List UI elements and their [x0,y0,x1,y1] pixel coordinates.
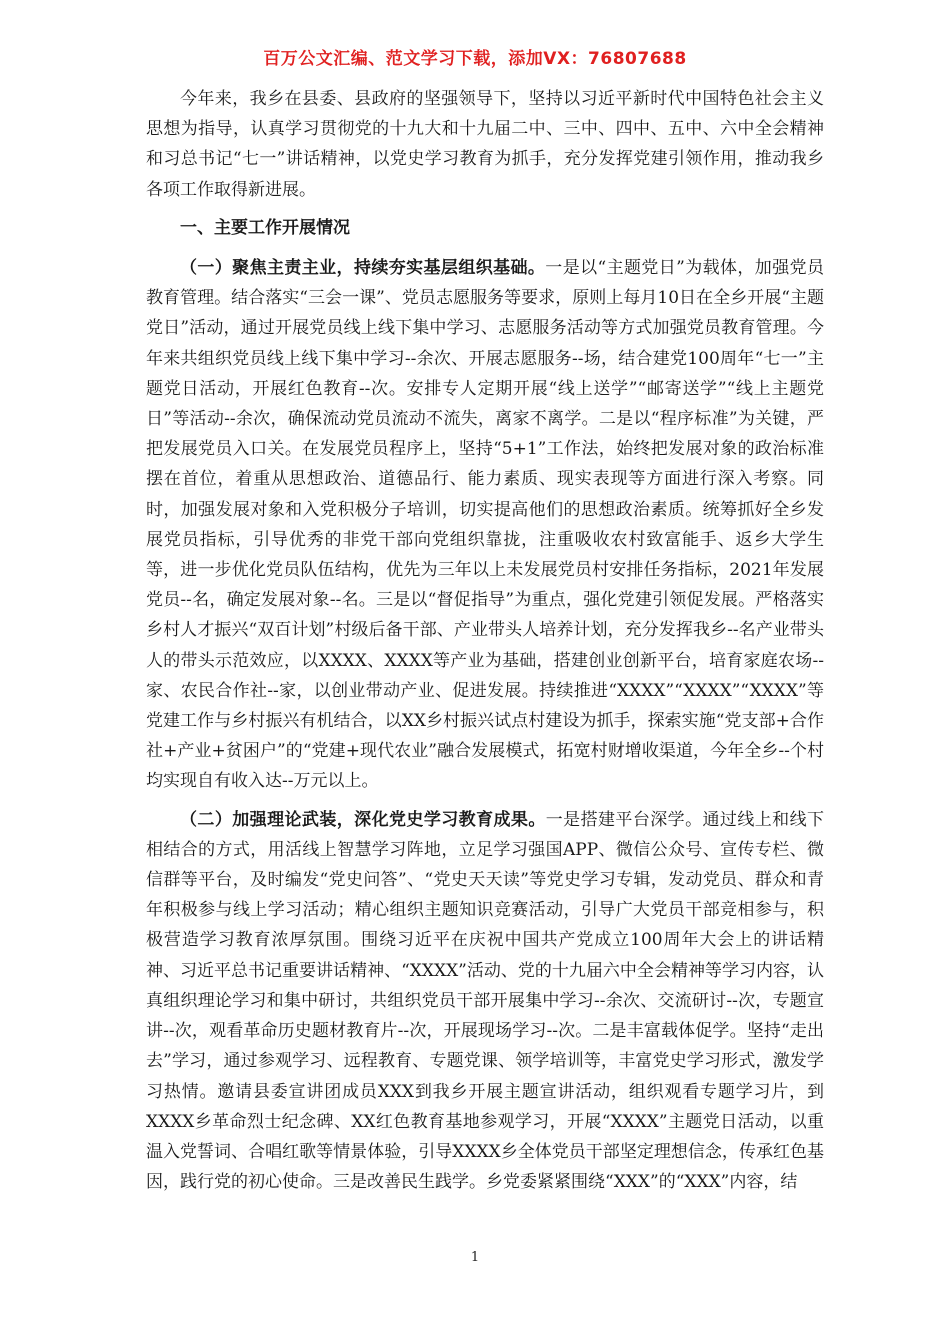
paragraph-1-heading: （一）聚焦主责主业，持续夯实基层组织基础。 [180,258,546,279]
paragraph-1-text: 一是以“主题党日”为载体，加强党员教育管理。结合落实“三会一课”、党员志愿服务等要求，原则上每月10日在全乡开展“主题党日”活动，通过开展党员线上线下集中学习、志愿服务活动等方式加强党员教育管理。今年来共组织党员线上线下集中学习--余次、开展志愿服务--场，结合建党100周年“七一”主题党日活动，开展红色教育--次。安排专人定期开展“线上送学”“邮寄送学”“线上主题党日”等活动--余次，确保流动党员流动不流失，离家不离学。二是以“程序标准”为关键，严把发展党员入口关。在发展党员程序上，坚持“5+1”工作法，始终把发展对象的政治标准摆在首位，着重从思想政治、道德品行、能力素质、现实表现等方面进行深入考察。同时，加强发展对象和入党积极分子培训，切实提高他们的思想政治素质。统筹抓好全乡发展党员指标，引导优秀的非党干部向党组织靠拢，注重吸收农村致富能手、返乡大学生等，进一步优化党员队伍结构，优先为三年以上未发展党员村安排任务指标，2021年发展党员--名，确定发展对象--名。三是以“督促指导”为重点，强化党建引领促发展。严格落实乡村人才振兴“双百计划”村级后备干部、产业带头人培养计划，充分发挥我乡--名产业带头人的带头示范效应，以XXXX、XXXX等产业为基础，搭建创业创新平台，培育家庭农场--家、农民合作社--家，以创业带动产业、促进发展。持续推进“XXXX”“XXXX”“XXXX”等党建工作与乡村振兴有机结合，以XX乡村振兴试点村建设为抓手，探索实施“党支部+合作社+产业+贫困户”的“党建+现代农业”融合发展模式，拓宽村财增收渠道，今年全乡--个村均实现自有收入达--万元以上。 [146,258,824,792]
document-body [146,84,824,1205]
intro-paragraph: 今年来，我乡在县委、县政府的坚强领导下，坚持以习近平新时代中国特色社会主义思想为指导，认真学习贯彻党的十九大和十九届二中、三中、四中、五中、六中全会精神和习总书记“七一”讲话精神，以党史学习教育为抓手，充分发挥党建引领作用，推动我乡各项工作取得新进展。 [146,89,824,200]
page-number: 1 [470,1250,480,1265]
watermark-banner: 百万公文汇编、范文学习下载，添加VX：76807688 [263,49,687,69]
paragraph-1 [146,253,824,797]
paragraph-2 [146,805,824,1198]
paragraph-2-text: 一是搭建平台深学。通过线上和线下相结合的方式，用活线上智慧学习阵地，立足学习强国APP、微信公众号、宣传专栏、微信群等平台，及时编发“党史问答”、“党史天天读”等党史学习专辑，发动党员、群众和青年积极参与线上学习活动；精心组织主题知识竞赛活动，引导广大党员干部竞相参与，积极营造学习教育浓厚氛围。围绕习近平在庆祝中国共产党成立100周年大会上的讲话精神、习近平总书记重要讲话精神、“XXXX”活动、党的十九届六中全会精神等学习内容，认真组织理论学习和集中研讨，共组织党员干部开展集中学习--余次、交流研讨--次，专题宣讲--次，观看革命历史题材教育片--次，开展现场学习--次。二是丰富载体促学。坚持“走出去”学习，通过参观学习、远程教育、专题党课、领学培训等，丰富党史学习形式，激发学习热情。邀请县委宣讲团成员XXX到我乡开展主题宣讲活动，组织观看专题学习片，到XXXX乡革命烈士纪念碑、XX红色教育基地参观学习，开展“XXXX”主题党日活动，以重温入党誓词、合唱红歌等情景体验，引导XXXX乡全体党员干部坚定理想信念，传承红色基因，践行党的初心使命。三是改善民生践学。乡党委紧紧围绕“XXX”的“XXX”内容，结 [146,809,824,1193]
section-heading: 一、主要工作开展情况 [180,217,350,238]
paragraph-2-heading: （二）加强理论武装，深化党史学习教育成果。 [180,809,546,830]
